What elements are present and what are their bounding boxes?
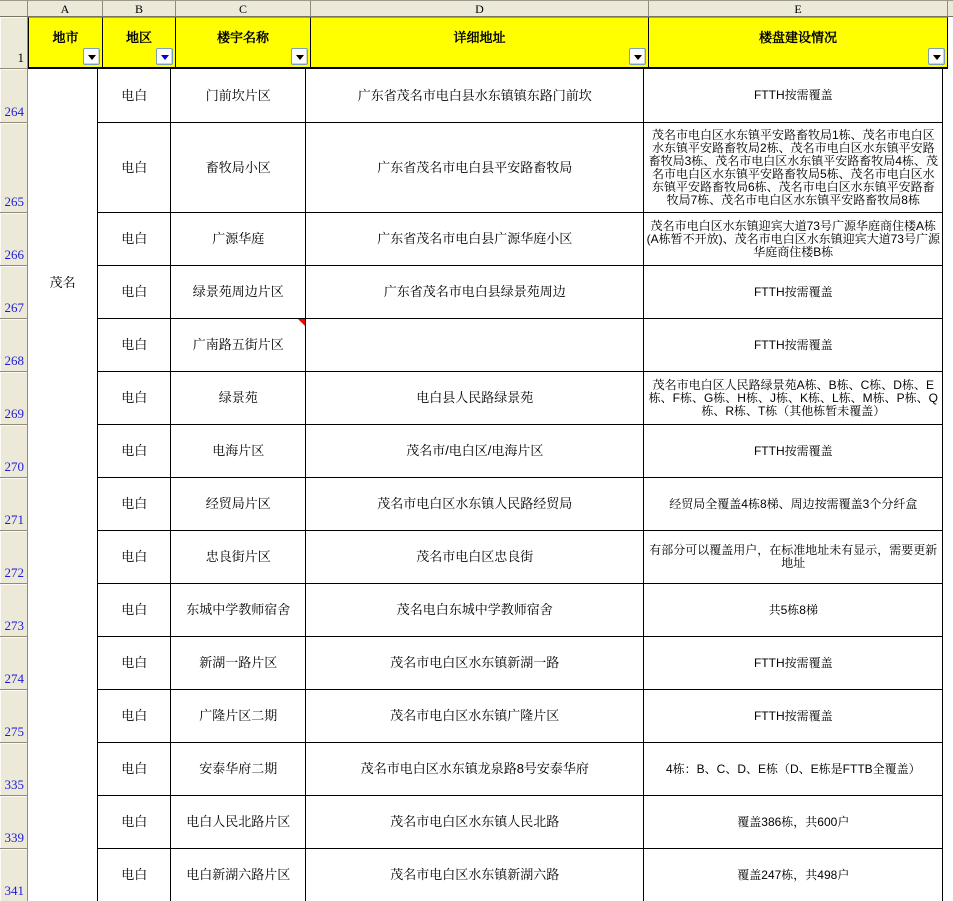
table-row-264 <box>98 69 943 123</box>
header-cell-address-label: 详细地址 <box>453 30 506 45</box>
cell-address[interactable]: 茂名市电白区忠良街 <box>306 531 644 584</box>
table-row-275 <box>98 690 943 743</box>
row-header-269[interactable]: 269 <box>0 372 27 425</box>
cell-status[interactable]: 共5栋8梯 <box>644 584 943 637</box>
column-header-e[interactable]: E <box>649 1 948 16</box>
cell-district[interactable]: 电白 <box>98 319 171 372</box>
filter-button-building[interactable] <box>291 48 308 65</box>
cell-address[interactable]: 茂名市/电白区/电海片区 <box>306 425 644 478</box>
filter-button-address[interactable] <box>629 48 646 65</box>
data-rows <box>98 69 943 901</box>
table-row-270 <box>98 425 943 478</box>
cell-address[interactable]: 茂名电白东城中学教师宿舍 <box>306 584 644 637</box>
header-cell-building-label: 楼宇名称 <box>216 30 269 45</box>
select-all-corner[interactable] <box>0 1 28 16</box>
cell-district[interactable]: 电白 <box>98 372 171 425</box>
filter-arrow-icon <box>634 55 642 60</box>
column-header-sliver <box>948 1 953 16</box>
cell-status[interactable]: FTTH按需覆盖 <box>644 637 943 690</box>
cell-building[interactable]: 东城中学教师宿舍 <box>171 584 306 637</box>
table-row-265 <box>98 123 943 213</box>
row-header-275[interactable]: 275 <box>0 690 27 743</box>
cell-status[interactable]: FTTH按需覆盖 <box>644 266 943 319</box>
cell-building[interactable]: 新湖一路片区 <box>171 637 306 690</box>
filter-arrow-icon <box>88 55 96 60</box>
cell-building[interactable]: 广隆片区二期 <box>171 690 306 743</box>
header-cell-city-label: 地市 <box>52 30 79 45</box>
filter-arrow-icon <box>933 55 941 60</box>
cell-address[interactable]: 电白县人民路绿景苑 <box>306 372 644 425</box>
header-cell-status[interactable] <box>649 17 948 69</box>
cell-status[interactable]: 茂名市电白区水东镇迎宾大道73号广源华庭商住楼A栋(A栋暂不开放)、茂名市电白区水东镇迎宾大道73号广源华庭商住楼B栋 <box>644 213 943 266</box>
cell-status[interactable]: FTTH按需覆盖 <box>644 69 943 123</box>
row-header-272[interactable]: 272 <box>0 531 27 584</box>
column-header-b[interactable]: B <box>103 1 176 16</box>
cell-district[interactable]: 电白 <box>98 690 171 743</box>
filter-button-status[interactable] <box>928 48 945 65</box>
row-header-267[interactable]: 267 <box>0 266 27 319</box>
row-header-273[interactable]: 273 <box>0 584 27 637</box>
cell-district[interactable]: 电白 <box>98 213 171 266</box>
cell-building[interactable]: 绿景苑周边片区 <box>171 266 306 319</box>
table-row-271 <box>98 478 943 531</box>
row-header-265[interactable]: 265 <box>0 123 27 213</box>
cell-status[interactable]: FTTH按需覆盖 <box>644 425 943 478</box>
cell-building[interactable]: 门前坎片区 <box>171 69 306 123</box>
cell-status[interactable]: FTTH按需覆盖 <box>644 319 943 372</box>
comment-indicator-icon <box>298 319 305 326</box>
row-header-274[interactable]: 274 <box>0 637 27 690</box>
table-row-272 <box>98 531 943 584</box>
filter-header-row <box>28 17 948 69</box>
cell-district[interactable]: 电白 <box>98 266 171 319</box>
cell-building[interactable]: 忠良街片区 <box>171 531 306 584</box>
filter-arrow-active-icon <box>161 55 169 60</box>
row-header-264[interactable]: 264 <box>0 69 27 123</box>
merged-city-cell[interactable]: 茂名 <box>28 69 98 901</box>
cell-address[interactable]: 茂名市电白区水东镇人民北路 <box>306 796 644 849</box>
column-letters-strip <box>0 1 953 17</box>
cell-address[interactable]: 茂名市电白区水东镇新湖一路 <box>306 637 644 690</box>
cell-building[interactable]: 电白人民北路片区 <box>171 796 306 849</box>
table-row-273 <box>98 584 943 637</box>
cell-status[interactable]: FTTH按需覆盖 <box>644 690 943 743</box>
cell-district[interactable]: 电白 <box>98 478 171 531</box>
cell-address[interactable]: 茂名市电白区水东镇广隆片区 <box>306 690 644 743</box>
row-header-270[interactable]: 270 <box>0 425 27 478</box>
table-row-268 <box>98 319 943 372</box>
cell-district[interactable]: 电白 <box>98 849 171 901</box>
table-row-339 <box>98 796 943 849</box>
row-header-341[interactable]: 341 <box>0 849 27 901</box>
cell-address[interactable]: 茂名市电白区水东镇人民路经贸局 <box>306 478 644 531</box>
cell-status[interactable]: 茂名市电白区人民路绿景苑A栋、B栋、C栋、D栋、E栋、F栋、G栋、H栋、J栋、K栋、L栋、M栋、P栋、Q栋、R栋、T栋（其他栋暂未覆盖） <box>644 372 943 425</box>
cell-address[interactable]: 广东省茂名市电白县广源华庭小区 <box>306 213 644 266</box>
cell-building[interactable]: 安泰华府二期 <box>171 743 306 796</box>
cell-status[interactable]: 经贸局全覆盖4栋8梯、周边按需覆盖3个分纤盒 <box>644 478 943 531</box>
header-cell-city[interactable] <box>28 17 103 69</box>
table-row-269 <box>98 372 943 425</box>
cell-district[interactable]: 电白 <box>98 743 171 796</box>
cell-status[interactable]: 茂名市电白区水东镇平安路畜牧局1栋、茂名市电白区水东镇平安路畜牧局2栋、茂名市电白区水东镇平安路畜牧局3栋、茂名市电白区水东镇平安路畜牧局4栋、茂名市电白区水东镇平安路畜牧局5栋、茂名市电白区水东镇平安路畜牧局6栋、茂名市电白区水东镇平安路畜牧局7栋、茂名市电白区水东镇平安路畜牧局8栋 <box>644 123 943 213</box>
header-cell-building[interactable] <box>176 17 311 69</box>
cell-district[interactable]: 电白 <box>98 69 171 123</box>
cell-district[interactable]: 电白 <box>98 637 171 690</box>
row-header-strip <box>0 17 28 901</box>
cell-district[interactable]: 电白 <box>98 584 171 637</box>
row-header-339[interactable]: 339 <box>0 796 27 849</box>
filter-arrow-icon <box>296 55 304 60</box>
filter-button-district[interactable] <box>156 48 173 65</box>
row-header-268[interactable]: 268 <box>0 319 27 372</box>
row-header-271[interactable]: 271 <box>0 478 27 531</box>
cell-address[interactable]: 广东省茂名市电白县平安路畜牧局 <box>306 123 644 213</box>
cell-building[interactable]: 经贸局片区 <box>171 478 306 531</box>
cell-district[interactable]: 电白 <box>98 531 171 584</box>
table-row-266 <box>98 213 943 266</box>
column-header-d[interactable]: D <box>311 1 649 16</box>
cell-status[interactable]: 4栋：B、C、D、E栋（D、E栋是FTTB全覆盖） <box>644 743 943 796</box>
row-header-1[interactable]: 1 <box>0 17 27 69</box>
cell-address[interactable]: 广东省茂名市电白县水东镇镇东路门前坎 <box>306 69 644 123</box>
cell-address[interactable]: 茂名市电白区水东镇龙泉路8号安泰华府 <box>306 743 644 796</box>
header-cell-district-label: 地区 <box>125 30 152 45</box>
filter-button-city[interactable] <box>83 48 100 65</box>
cell-status[interactable]: 覆盖386栋，共600户 <box>644 796 943 849</box>
cell-status[interactable]: 有部分可以覆盖用户，在标准地址未有显示，需要更新地址 <box>644 531 943 584</box>
cell-building[interactable]: 绿景苑 <box>171 372 306 425</box>
column-header-a[interactable]: A <box>28 1 103 16</box>
cell-district[interactable]: 电白 <box>98 425 171 478</box>
cells-grid <box>28 17 948 901</box>
cell-building[interactable] <box>171 319 306 372</box>
table-row-267 <box>98 266 943 319</box>
right-sliver <box>943 69 948 901</box>
row-header-266[interactable]: 266 <box>0 213 27 266</box>
table-row-274 <box>98 637 943 690</box>
table-row-335 <box>98 743 943 796</box>
cell-district[interactable]: 电白 <box>98 796 171 849</box>
cell-address-empty[interactable] <box>306 319 644 372</box>
table-row-341 <box>98 849 943 901</box>
header-cell-address[interactable] <box>311 17 649 69</box>
row-header-335[interactable]: 335 <box>0 743 27 796</box>
cell-building-text: 广南路五街片区 <box>192 337 284 352</box>
cell-building[interactable]: 电白新湖六路片区 <box>171 849 306 901</box>
cell-building[interactable]: 畜牧局小区 <box>171 123 306 213</box>
cell-building[interactable]: 广源华庭 <box>171 213 306 266</box>
cell-address[interactable]: 茂名市电白区水东镇新湖六路 <box>306 849 644 901</box>
column-header-c[interactable]: C <box>176 1 311 16</box>
cell-building[interactable]: 电海片区 <box>171 425 306 478</box>
cell-address[interactable]: 广东省茂名市电白县绿景苑周边 <box>306 266 644 319</box>
header-cell-district[interactable] <box>103 17 176 69</box>
cell-status[interactable]: 覆盖247栋，共498户 <box>644 849 943 901</box>
cell-district[interactable]: 电白 <box>98 123 171 213</box>
header-cell-status-label: 楼盘建设情况 <box>758 30 837 45</box>
